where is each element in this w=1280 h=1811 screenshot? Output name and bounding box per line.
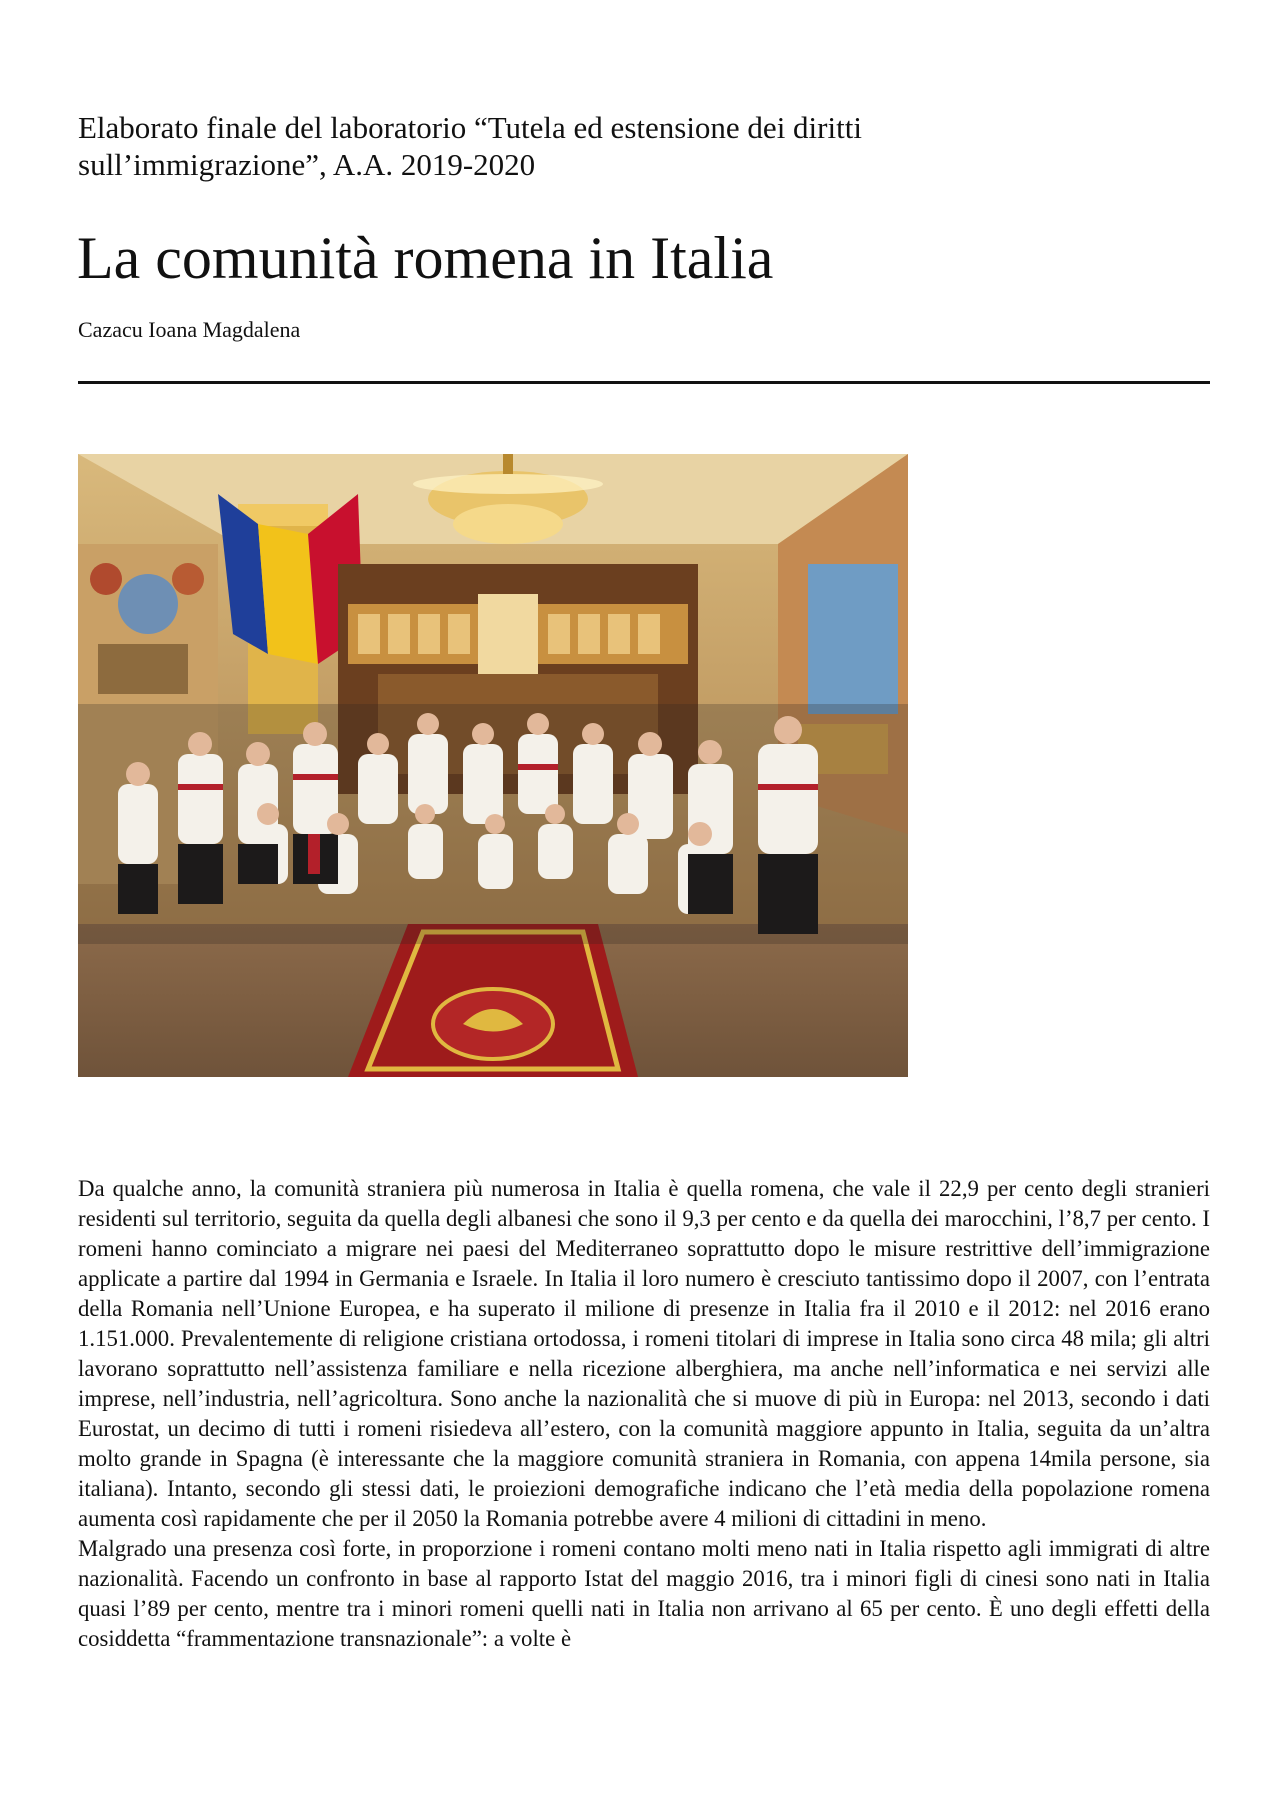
author-name: Cazacu Ioana Magdalena xyxy=(78,317,301,342)
body-paragraph-2: Malgrado una presenza così forte, in proporzione i romeni contano molti meno nati in Italia rispetto agli immigrati di altre nazionalità. Facendo un confronto in base al rapporto Istat del maggio 2016, tra i minori figli di cinesi sono nati in Italia quasi l’89 per cento, mentre tra i minori romeni quelli nati in Italia non arrivano al 65 per cento. È uno degli effetti della cosiddetta “frammentazione transnazionale”: a volte è xyxy=(78,1536,1210,1651)
wall-icon-2 xyxy=(118,574,178,634)
title-divider xyxy=(78,381,1210,384)
fresco-right xyxy=(808,564,898,714)
wall-icon-3 xyxy=(172,563,204,595)
article-title: La comunità romena in Italia xyxy=(77,225,774,291)
article-body xyxy=(78,1174,1210,1654)
community-group-photo xyxy=(78,454,908,1077)
body-paragraph-1: Da qualche anno, la comunità straniera più numerosa in Italia è quella romena, che vale il 22,9 per cento degli stranieri residenti sul territorio, seguita da quella degli albanesi che sono il 9,3 per cento e da quella dei marocchini, l’8,7 per cento. I romeni hanno cominciato a migrare nei paesi del Mediterraneo soprattutto dopo le misure restrittive dell’immigrazione applicate a partire dal 1994 in Germania e Israele. In Italia il loro numero è cresciuto tantissimo dopo il 2007, con l’entrata della Romania nell’Unione Europea, e ha superato il milione di presenze in Italia fra il 2010 e il 2012: nel 2016 erano 1.151.000. Prevalentemente di religione cristiana ortodossa, i romeni titolari di imprese in Italia sono circa 48 mila; gli altri lavorano soprattutto nell’assistenza familiare e nella ricezione alberghiera, ma anche nell’informatica e nei servizi alle imprese, nell’industria, nell’agricoltura. Sono anche la nazionalità che si muove di più in Europa: nel 2013, secondo i dati Eurostat, un decimo di tutti i romeni risiedeva all’estero, con la comunità maggiore appunto in Italia, seguita da un’altra molto grande in Spagna (è interessante che la maggiore comunità straniera in Romania, con appena 14mila persone, sia italiana). Intanto, secondo gli stessi dati, le proiezioni demografiche indicano che l’età media della popolazione romena aumenta così rapidamente che per il 2050 la Romania potrebbe avere 4 milioni di cittadini in meno. xyxy=(78,1176,1210,1531)
header-line-1: Elaborato finale del laboratorio “Tutela ed estensione dei diritti xyxy=(78,110,862,145)
header-line-2: sull’immigrazione”, A.A. 2019-2020 xyxy=(78,147,536,182)
crowd xyxy=(78,704,908,944)
wall-icon-1 xyxy=(90,563,122,595)
